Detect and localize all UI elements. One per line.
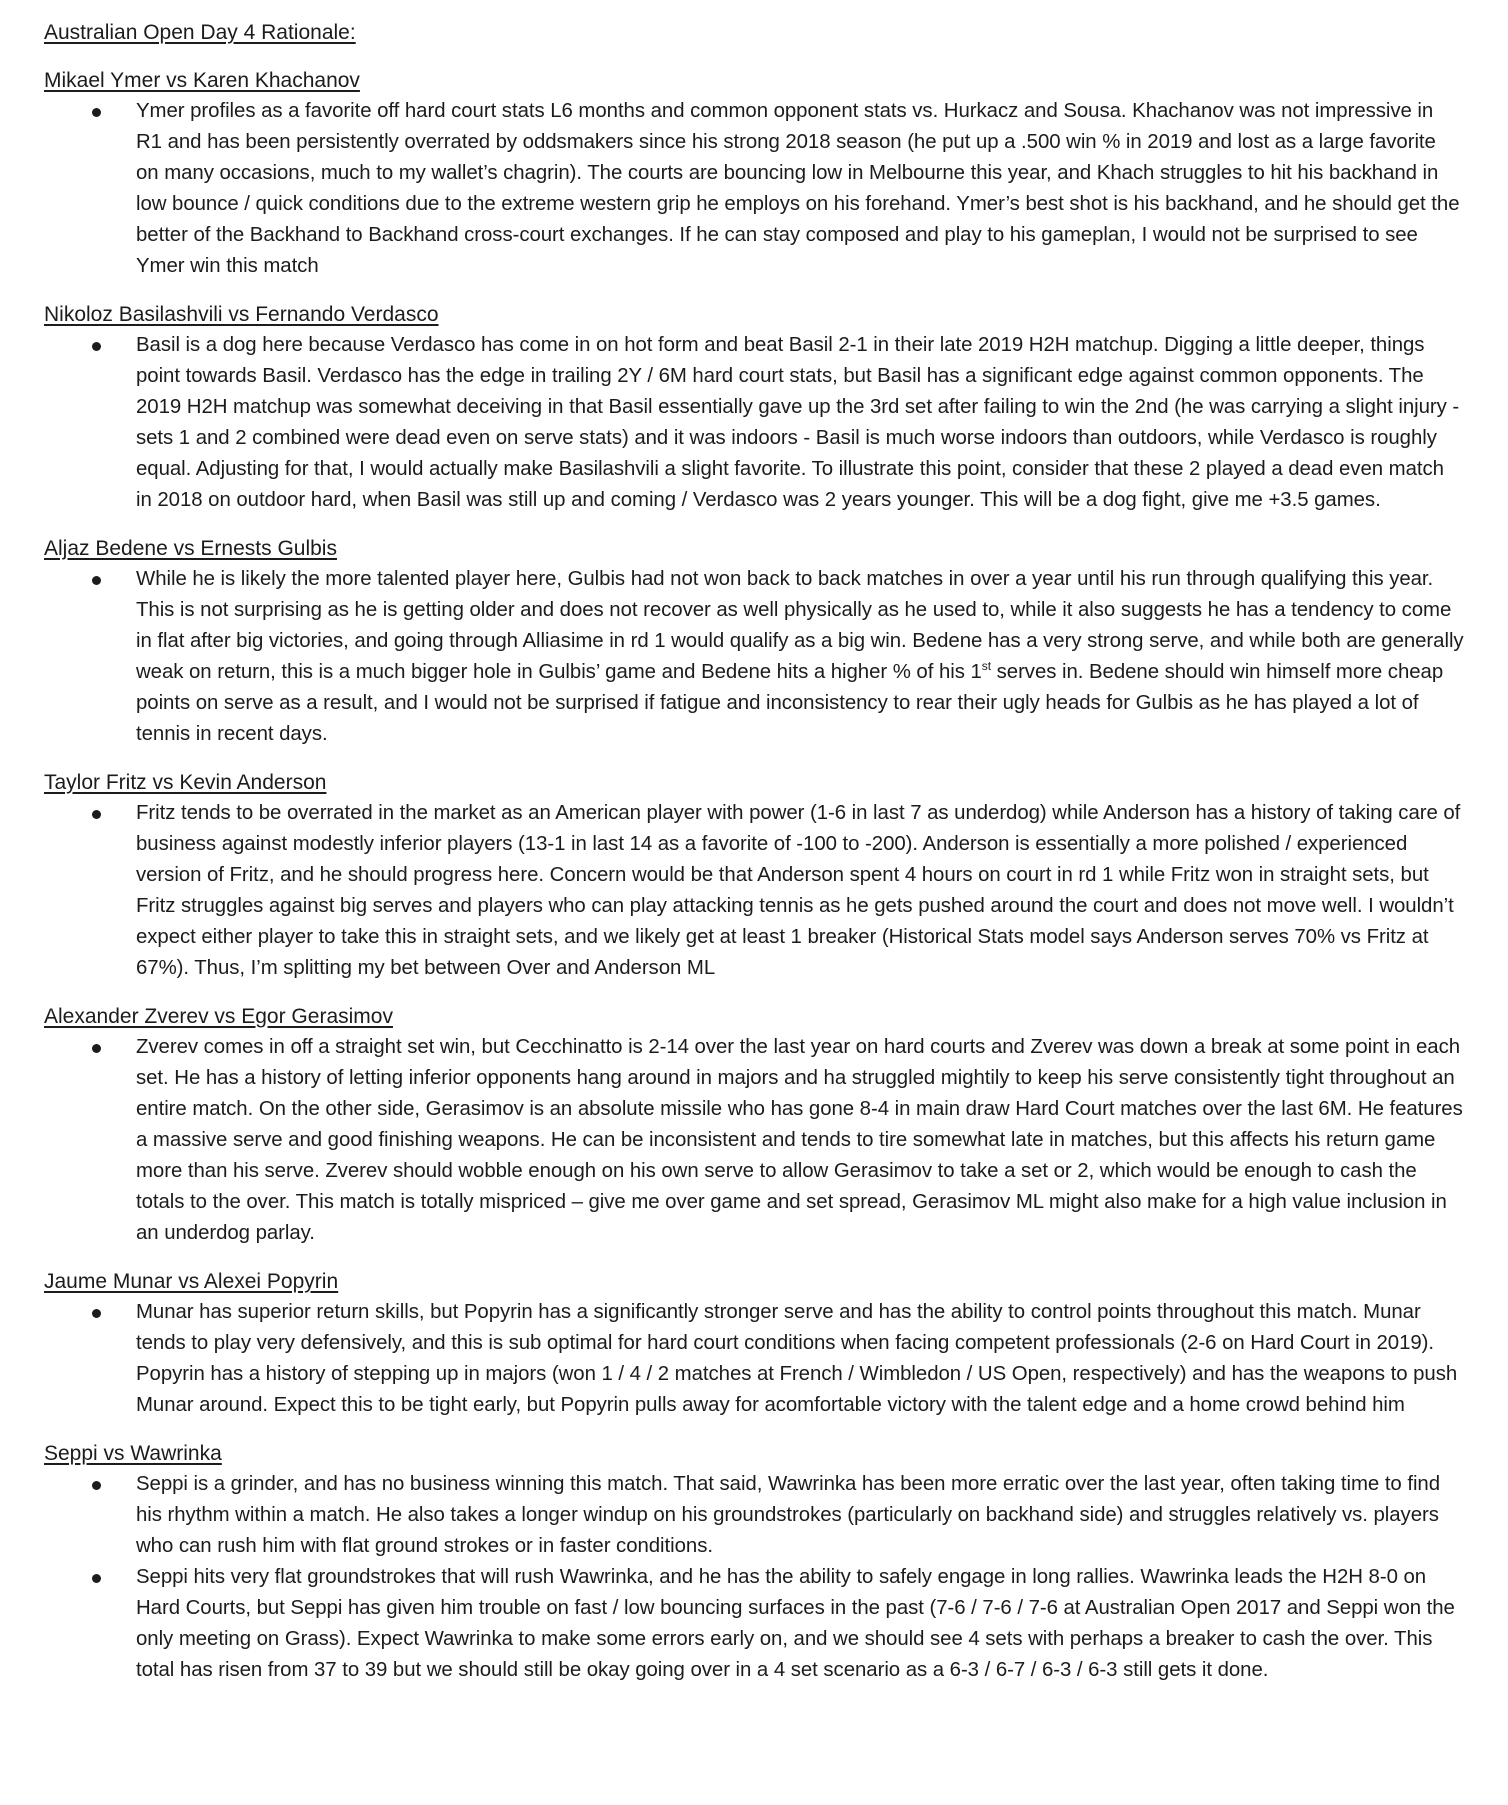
bullet-text: Basil is a dog here because Verdasco has come in on hot form and beat Basil 2-1 in their late 2019 H2H matchup. Digging a little deeper, things point towards Basil. Verdasco has the edge in trailing 2Y / 6M hard court stats, but Basil has a significant edge against common opponents. The 2019 H2H matchup was somewhat deceiving in that Basil essentially gave up the 3rd set after failing to win the 2nd (he was carrying a slight injury - sets 1 and 2 combined were dead even on serve stats) and it was indoors - Basil is much worse indoors than outdoors, while Verdasco is roughly equal. Adjusting for that, I would actually make Basilashvili a slight favorite. To illustrate this point, consider that these 2 played a dead even match in 2018 on outdoor hard, when Basil was still up and coming / Verdasco was 2 years younger. This will be a dog fight, give me +3.5 games. xyxy=(136,334,1460,511)
bullet-item xyxy=(44,330,1464,516)
section-heading: Alexander Zverev vs Egor Gerasimov xyxy=(44,1005,393,1028)
bullet-list xyxy=(44,96,1464,282)
section-heading: Mikael Ymer vs Karen Khachanov xyxy=(44,69,360,92)
bullet-item xyxy=(44,1032,1464,1249)
bullet-text xyxy=(136,568,1464,745)
section-heading: Nikoloz Basilashvili vs Fernando Verdasco xyxy=(44,303,439,326)
bullet-list xyxy=(44,1297,1464,1421)
bullet-dot-icon xyxy=(92,108,101,117)
section-heading: Seppi vs Wawrinka xyxy=(44,1442,222,1465)
bullet-item xyxy=(44,1469,1464,1562)
section-ymer-khachanov xyxy=(44,66,1464,282)
document-title: Australian Open Day 4 Rationale: xyxy=(44,21,356,44)
section-munar-popyrin xyxy=(44,1267,1464,1421)
bullet-dot-icon xyxy=(92,1481,101,1490)
bullet-text: Munar has superior return skills, but Popyrin has a significantly stronger serve and has the ability to control points throughout this match. Munar tends to play very defensively, and this is sub optimal for hard court conditions when facing competent professionals (2-6 on Hard Court in 2019). Popyrin has a history of stepping up in majors (won 1 / 4 / 2 matches at French / Wimbledon / US Open, respectively) and has the weapons to push Munar around. Expect this to be tight early, but Popyrin pulls away for acomfortable victory with the talent edge and a home crowd behind him xyxy=(136,1301,1458,1416)
bullet-list xyxy=(44,564,1464,750)
bullet-list xyxy=(44,798,1464,984)
bullet-text: Ymer profiles as a favorite off hard court stats L6 months and common opponent stats vs. Hurkacz and Sousa. Khachanov was not impressive in R1 and has been persistently overrated by oddsmakers since his strong 2018 season (he put up a .500 win % in 2019 and lost as a large favorite on many occasions, much to my wallet’s chagrin). The courts are bouncing low in Melbourne this year, and Khach struggles to hit his backhand in low bounce / quick conditions due to the extreme western grip he employs on his forehand. Ymer’s best shot is his backhand, and he should get the better of the Backhand to Backhand cross-court exchanges. If he can stay composed and play to his gameplan, I would not be surprised to see Ymer win this match xyxy=(136,100,1460,277)
bullet-list xyxy=(44,1469,1464,1686)
section-bedene-gulbis xyxy=(44,534,1464,750)
section-heading: Jaume Munar vs Alexei Popyrin xyxy=(44,1270,339,1293)
bullet-dot-icon xyxy=(92,1574,101,1583)
bullet-text: Zverev comes in off a straight set win, but Cecchinatto is 2-14 over the last year on hard courts and Zverev was down a break at some point in each set. He has a history of letting inferior opponents hang around in majors and ha struggled mightily to keep his serve consistently tight throughout an entire match. On the other side, Gerasimov is an absolute missile who has gone 8-4 in main draw Hard Court matches over the last 6M. He features a massive serve and good finishing weapons. He can be inconsistent and tends to tire somewhat late in matches, but this affects his return game more than his serve. Zverev should wobble enough on his own serve to allow Gerasimov to take a set or 2, which would be enough to cash the totals to the over. This match is totally mispriced – give me over game and set spread, Gerasimov ML might also make for a high value inclusion in an underdog parlay. xyxy=(136,1036,1463,1244)
document-page xyxy=(44,18,1464,1704)
bullet-text: Fritz tends to be overrated in the market as an American player with power (1-6 in last 7 as underdog) while Anderson has a history of taking care of business against modestly inferior players (13-1 in last 14 as a favorite of -100 to -200). Anderson is essentially a more polished / experienced version of Fritz, and he should progress here. Concern would be that Anderson spent 4 hours on court in rd 1 while Fritz won in straight sets, but Fritz struggles against big serves and players who can play attacking tennis as he gets pushed around the court and does not move well. I wouldn’t expect either player to take this in straight sets, and we likely get at least 1 breaker (Historical Stats model says Anderson serves 70% vs Fritz at 67%). Thus, I’m splitting my bet between Over and Anderson ML xyxy=(136,802,1461,979)
section-zverev-gerasimov xyxy=(44,1002,1464,1249)
section-fritz-anderson xyxy=(44,768,1464,984)
bullet-dot-icon xyxy=(92,1309,101,1318)
bullet-text: Seppi is a grinder, and has no business winning this match. That said, Wawrinka has been more erratic over the last year, often taking time to find his rhythm within a match. He also takes a longer windup on his groundstrokes (particularly on backhand side) and struggles relatively vs. players who can rush him with flat ground strokes or in faster conditions. xyxy=(136,1473,1441,1557)
bullet-item xyxy=(44,1297,1464,1421)
bullet-list xyxy=(44,330,1464,516)
bullet-item xyxy=(44,564,1464,750)
section-seppi-wawrinka xyxy=(44,1439,1464,1686)
bullet-item xyxy=(44,798,1464,984)
superscript: st xyxy=(981,659,992,674)
section-basilashvili-verdasco xyxy=(44,300,1464,516)
section-heading: Aljaz Bedene vs Ernests Gulbis xyxy=(44,537,337,560)
bullet-dot-icon xyxy=(92,576,101,585)
bullet-text: Seppi hits very flat groundstrokes that will rush Wawrinka, and he has the ability to safely engage in long rallies. Wawrinka leads the H2H 8-0 on Hard Courts, but Seppi has given him trouble on fast / low bouncing surfaces in the past (7-6 / 7-6 / 7-6 at Australian Open 2017 and Seppi won the only meeting on Grass). Expect Wawrinka to make some errors early on, and we should see 4 sets with perhaps a breaker to cash the over. This total has risen from 37 to 39 but we should still be okay going over in a 4 set scenario as a 6-3 / 6-7 / 6-3 / 6-3 still gets it done. xyxy=(136,1566,1455,1681)
bullet-text-part: While he is likely the more talented player here, Gulbis had not won back to back matches in over a year until his run through qualifying this year. This is not surprising as he is getting older and does not recover as well physically as he used to, while it also suggests he has a tendency to come in flat after big victories, and going through Alliasime in rd 1 would qualify as a big win. Bedene has a very strong serve, and while both are generally weak on return, this is a much bigger hole in Gulbis’ game and Bedene hits a higher % of his 1 xyxy=(136,568,1464,683)
bullet-dot-icon xyxy=(92,1044,101,1053)
section-heading: Taylor Fritz vs Kevin Anderson xyxy=(44,771,327,794)
bullet-dot-icon xyxy=(92,810,101,819)
bullet-item xyxy=(44,1562,1464,1686)
bullet-text-part: serves in. Bedene should win himself more cheap points on serve as a result, and I would not be surprised if fatigue and inconsistency to rear their ugly heads for Gulbis as he has played a lot of tennis in recent days. xyxy=(136,661,1444,745)
bullet-item xyxy=(44,96,1464,282)
bullet-list xyxy=(44,1032,1464,1249)
bullet-dot-icon xyxy=(92,342,101,351)
